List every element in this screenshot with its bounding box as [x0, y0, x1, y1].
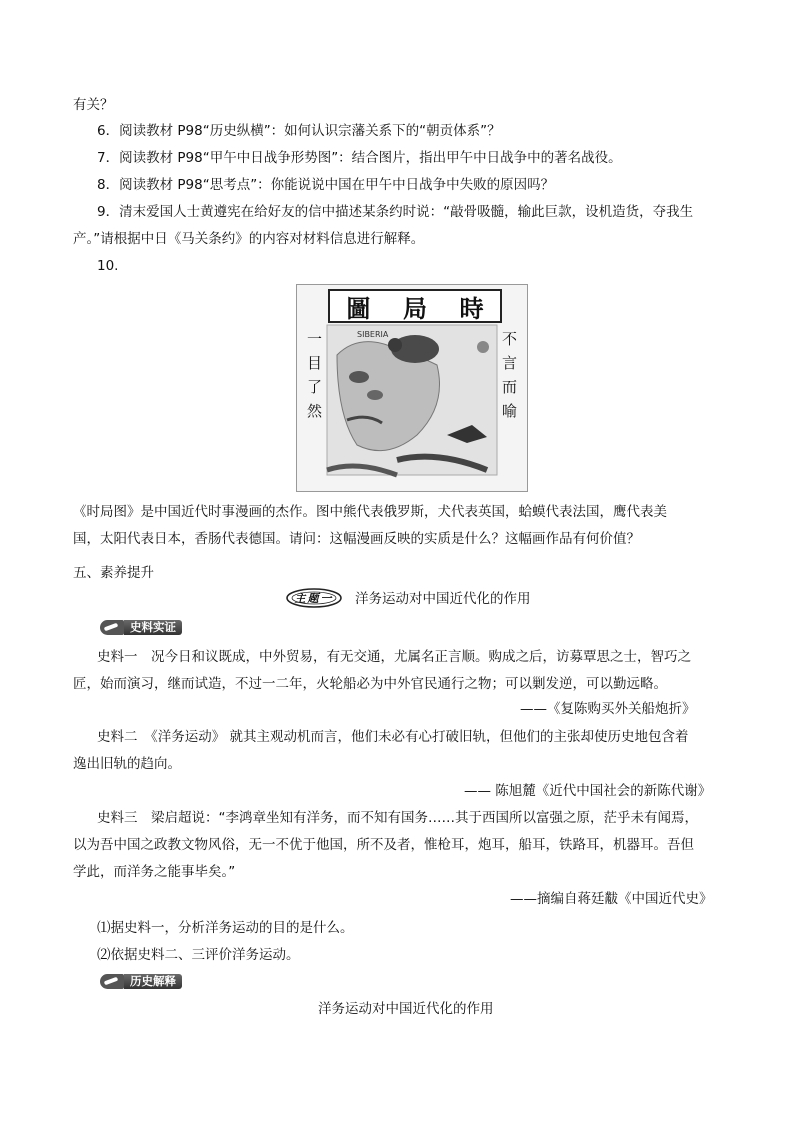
cartoon-left-char: 一 — [307, 330, 323, 348]
source-2-line2: 逸出旧轨的趋向。 — [73, 756, 181, 772]
cartoon-right-char: 而 — [501, 378, 517, 396]
question-10-description-line2: 国，太阳代表日本，香肠代表德国。请问：这幅漫画反映的实质是什么？这幅画作品有何价值？ — [73, 531, 640, 547]
interpretation-badge — [100, 974, 182, 989]
section-five-heading: 五、素养提升 — [73, 565, 154, 581]
sun-figure — [477, 341, 489, 353]
source-2-line1: 史料二 《洋务运动》 就其主观动机而言，他们未必有心打破旧轨，但他们的主张却使历史地包含着 — [97, 729, 689, 745]
source-1-citation: ——《复陈购买外关船炮折》 — [520, 701, 696, 717]
source-3-line3: 学此，而洋务之能事毕矣。” — [73, 864, 236, 880]
question-10-description-line1: 《时局图》是中国近代时事漫画的杰作。图中熊代表俄罗斯，犬代表英国，蛤蟆代表法国，鹰代表美 — [73, 504, 667, 520]
source-3-line1: 史料三 梁启超说：“李鸿章坐知有洋务，而不知有国务……其于西国所以富强之原，茫乎未有闻焉， — [97, 810, 698, 826]
line-continued: 有关？ — [73, 97, 114, 113]
task-1: ⑴据史料一，分析洋务运动的目的是什么。 — [97, 920, 354, 936]
pen-icon — [100, 974, 124, 989]
evidence-badge-label: 史料实证 — [124, 620, 182, 635]
task-2: ⑵依据史料二、三评价洋务运动。 — [97, 947, 300, 963]
source-1-line1: 史料一 况今日和议既成，中外贸易，有无交通，尤属名正言顺。购成之后，访募覃思之士，智巧之 — [97, 649, 691, 665]
question-8: 8．阅读教材 P98“思考点”：你能说说中国在甲午中日战争中失败的原因吗？ — [97, 177, 555, 193]
cartoon-title-char: 圖 — [346, 294, 371, 323]
cartoon-title-char: 局 — [402, 294, 427, 323]
cartoon-right-char: 言 — [501, 354, 517, 372]
source-2-citation: —— 陈旭麓《近代中国社会的新陈代谢》 — [464, 783, 712, 799]
source-3-line2: 以为吾中国之政教文物风俗，无一不优于他国，所不及者，惟枪耳，炮耳，船耳，铁路耳，机器耳。吾但 — [73, 837, 694, 853]
toad-figure — [367, 390, 383, 400]
cartoon-left-char: 目 — [307, 354, 323, 372]
source-3-citation: ——摘编自蒋廷黻《中国近代史》 — [510, 891, 713, 907]
pen-icon — [100, 620, 124, 635]
question-10-number: 10. — [97, 258, 119, 274]
cartoon-right-char: 不 — [501, 330, 517, 348]
topic-one-badge — [286, 588, 342, 608]
topic-title: 洋务运动对中国近代化的作用 — [355, 591, 531, 607]
evidence-badge — [100, 620, 182, 635]
question-9-line2: 产。”请根据中日《马关条约》的内容对材料信息进行解释。 — [73, 231, 425, 247]
cartoon-right-char: 喻 — [501, 402, 517, 420]
map-label-siberia: SIBERIA — [357, 330, 389, 339]
shijutu-cartoon — [296, 284, 528, 492]
question-7: 7．阅读教材 P98“甲午中日战争形势图”：结合图片，指出甲午中日战争中的著名战役。 — [97, 150, 622, 166]
dog-figure — [349, 371, 369, 383]
question-9-line1: 9．清末爱国人士黄遵宪在给好友的信中描述某条约时说：“敲骨吸髓，输此巨款，设机造货，夺我生 — [97, 204, 694, 220]
question-6: 6．阅读教材 P98“历史纵横”：如何认识宗藩关系下的“朝贡体系”？ — [97, 123, 501, 139]
bottom-section-title: 洋务运动对中国近代化的作用 — [318, 1001, 494, 1017]
interpretation-badge-label: 历史解释 — [124, 974, 182, 989]
cartoon-map-drawing — [297, 285, 527, 491]
source-1-line2: 匠，始而演习，继而试造，不过一二年，火轮船必为中外官民通行之物；可以剿发逆，可以勤远略。 — [73, 676, 667, 692]
cartoon-left-char: 然 — [307, 402, 323, 420]
cartoon-title-char: 時 — [459, 294, 484, 323]
topic-badge-label: 主题一 — [294, 592, 334, 605]
cartoon-left-char: 了 — [307, 378, 323, 396]
